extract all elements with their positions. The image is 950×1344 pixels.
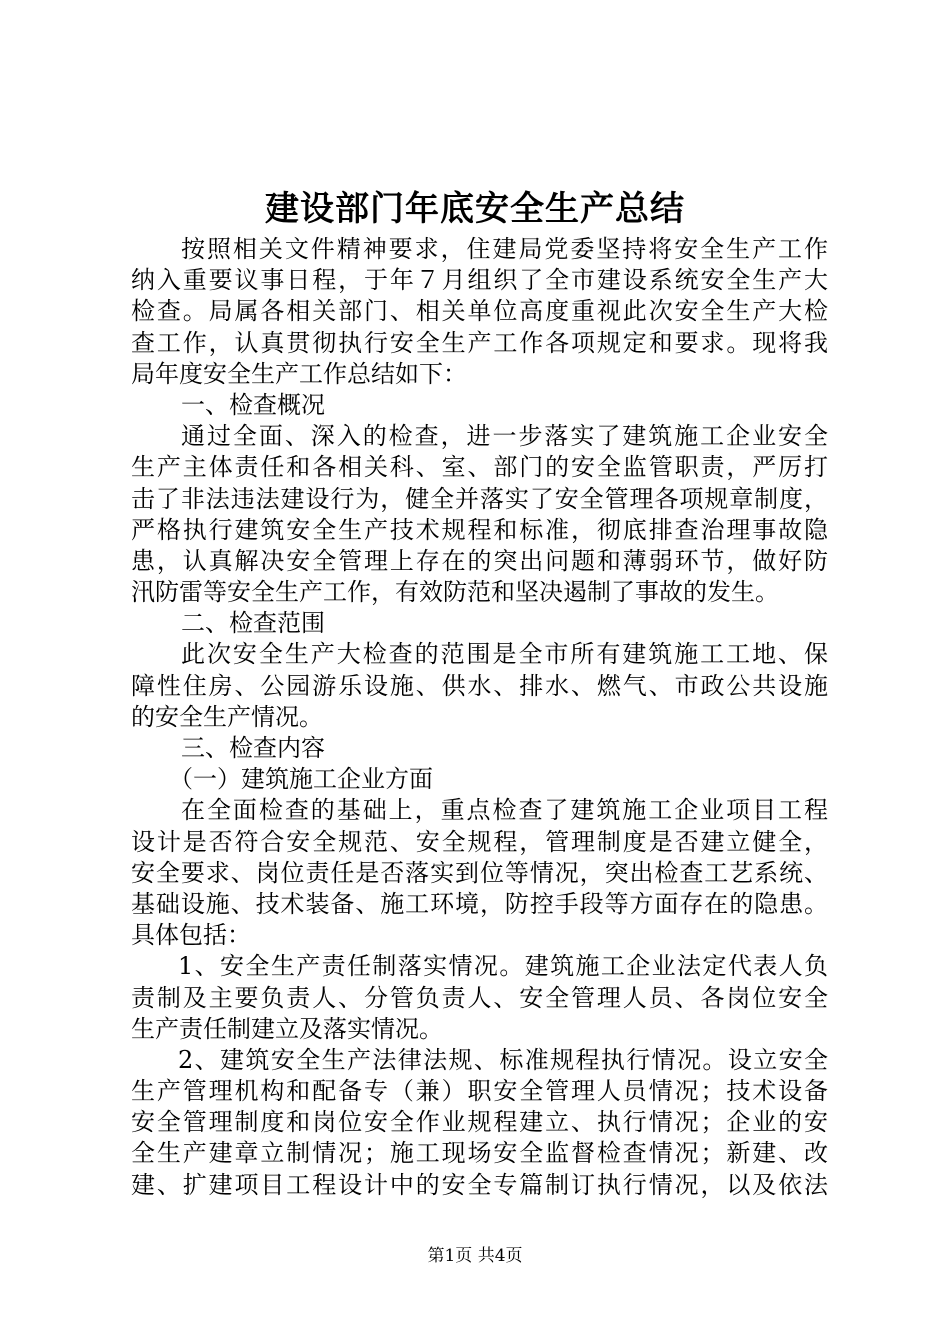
subsection-heading: （一）建筑施工企业方面	[169, 765, 433, 794]
document-title: 建设部门年底安全生产总结	[265, 189, 685, 229]
page-footer: 第1页 共4页	[427, 1246, 523, 1266]
section-heading: 三、检查内容	[181, 734, 325, 762]
paragraph-line: 全生产建章立制情况；施工现场安全监督检查情况；新建、改	[131, 1139, 828, 1168]
paragraph-line: 此次安全生产大检查的范围是全市所有建筑施工工地、保	[181, 640, 828, 669]
paragraph-line: 生产主体责任和各相关科、室、部门的安全监管职责，严厉打	[131, 453, 828, 482]
paragraph-line: 具体包括：	[131, 921, 251, 950]
paragraph-line: 生产责任制建立及落实情况。	[131, 1014, 443, 1043]
paragraph-line: 建、扩建项目工程设计中的安全专篇制订执行情况，以及依法	[131, 1170, 828, 1199]
document-body	[131, 234, 828, 1201]
paragraph-line: 查工作，认真贯彻执行安全生产工作各项规定和要求。现将我	[131, 328, 828, 357]
paragraph-line: 安全要求、岗位责任是否落实到位等情况，突出检查工艺系统、	[131, 858, 828, 887]
paragraph-line: 基础设施、技术装备、施工环境，防控手段等方面存在的隐患。	[131, 889, 828, 918]
paragraph-line: 在全面检查的基础上，重点检查了建筑施工企业项目工程	[181, 796, 828, 825]
paragraph-line: 按照相关文件精神要求，住建局党委坚持将安全生产工作	[181, 235, 828, 263]
paragraph-line: 局年度安全生产工作总结如下：	[131, 359, 467, 388]
paragraph-line: 责制及主要负责人、分管负责人、安全管理人员、各岗位安全	[131, 983, 828, 1012]
numbered-item-line: 1、安全生产责任制落实情况。建筑施工企业法定代表人负	[178, 952, 828, 981]
paragraph-line: 纳入重要议事日程，于年７月组织了全市建设系统安全生产大	[131, 266, 828, 295]
paragraph-line: 障性住房、公园游乐设施、供水、排水、燃气、市政公共设施	[131, 671, 828, 700]
paragraph-line: 严格执行建筑安全生产技术规程和标准，彻底排查治理事故隐	[131, 515, 828, 544]
paragraph-line: 通过全面、深入的检查，进一步落实了建筑施工企业安全	[181, 422, 828, 451]
paragraph-line: 的安全生产情况。	[131, 702, 323, 731]
numbered-item-line: 2、建筑安全生产法律法规、标准规程执行情况。设立安全	[178, 1045, 828, 1074]
paragraph-line: 检查。局属各相关部门、相关单位高度重视此次安全生产大检	[131, 297, 828, 326]
paragraph-line: 安全管理制度和岗位安全作业规程建立、执行情况；企业的安	[131, 1108, 828, 1137]
paragraph-line: 患，认真解决安全管理上存在的突出问题和薄弱环节，做好防	[131, 546, 828, 575]
paragraph-line: 设计是否符合安全规范、安全规程，管理制度是否建立健全，	[131, 827, 828, 856]
paragraph-line: 生产管理机构和配备专（兼）职安全管理人员情况；技术设备	[131, 1077, 828, 1106]
section-heading: 二、检查范围	[181, 609, 325, 638]
section-heading: 一、检查概况	[181, 390, 325, 419]
paragraph-line: 汛防雷等安全生产工作，有效防范和坚决遏制了事故的发生。	[131, 578, 779, 607]
paragraph-line: 击了非法违法建设行为，健全并落实了安全管理各项规章制度，	[131, 484, 828, 513]
